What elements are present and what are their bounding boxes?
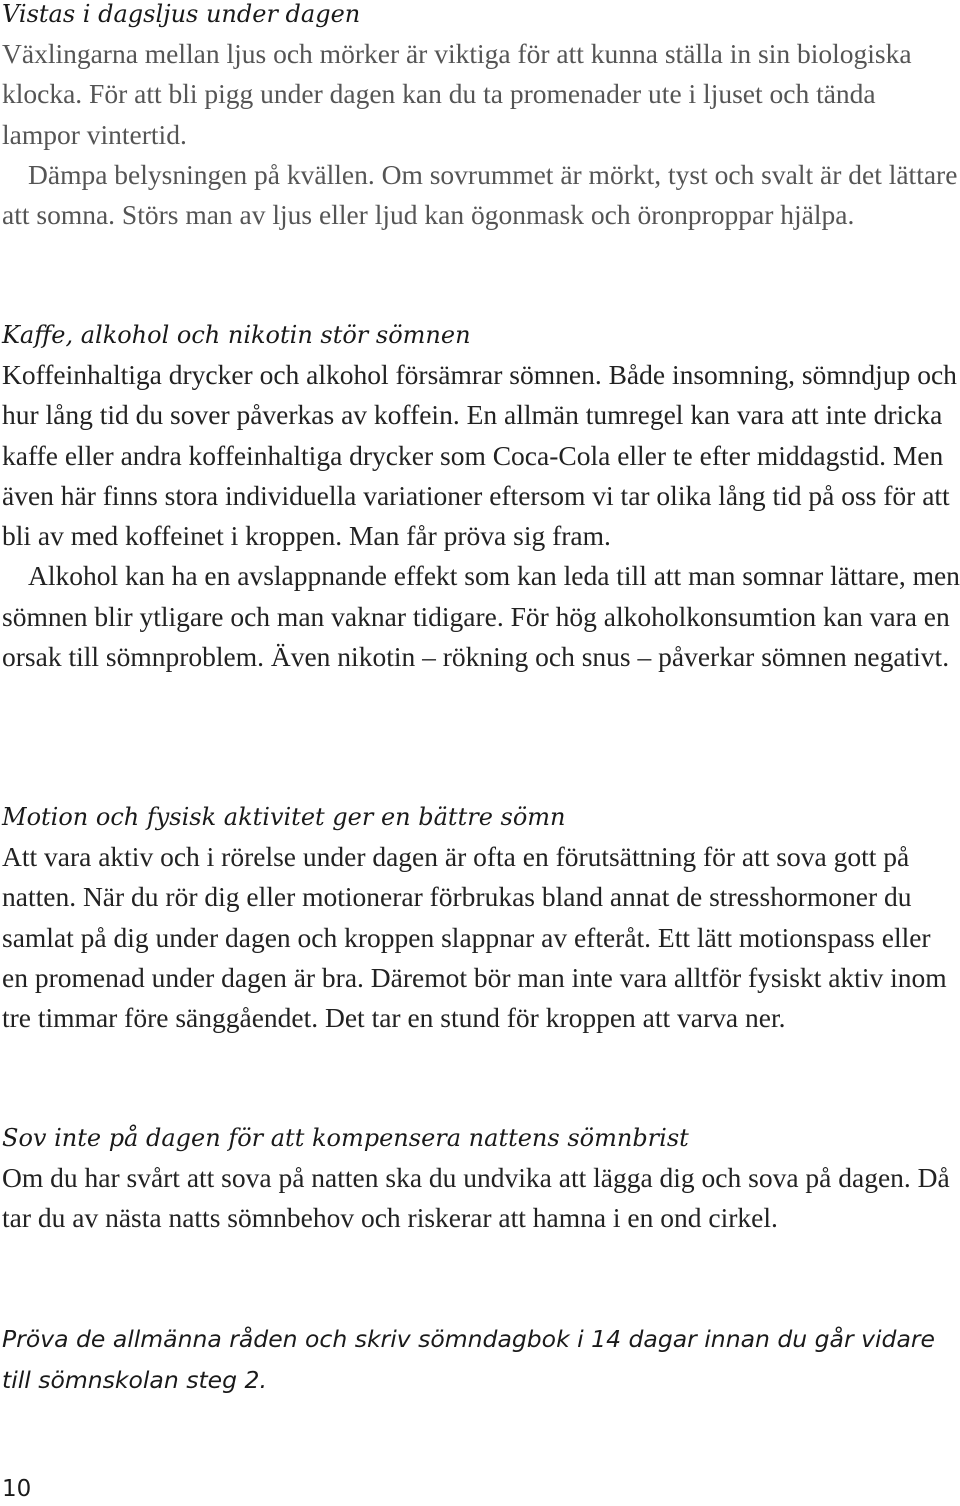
- paragraph: Koffeinhaltiga drycker och alkohol försämrar sömnen. Både insomning, sömndjup och hur lång tid du sover påverkas av koffein. En allmän tumregel kan vara att inte dricka kaffe eller andra koffeinhaltiga drycker som Coca-Cola eller te efter middagstid. Men även här finns stora individuella variationer eftersom vi tar olika lång tid på oss för att bli av med koffeinet i kroppen. Man får pröva sig fram.: [2, 359, 957, 552]
- paragraph: Dämpa belysningen på kvällen. Om sovrummet är mörkt, tyst och svalt är det lättare att somna. Störs man av ljus eller ljud kan ögonmask och öronproppar hjälpa.: [2, 158, 958, 231]
- paragraph: Växlingarna mellan ljus och mörker är viktiga för att kunna ställa in sin biologiska klocka. För att bli pigg under dagen kan du ta promenader ute i ljuset och tända lampor vintertid.: [2, 38, 912, 150]
- paragraph: Alkohol kan ha en avslappnande effekt som kan leda till att man somnar lättare, men sömnen blir ytligare och man vaknar tidigare. För hög alkoholkonsumtion kan vara en orsak till sömnproblem. Även nikotin – rökning och snus – påverkar sömnen negativt.: [2, 560, 960, 673]
- paragraph: Om du har svårt att sova på natten ska du undvika att lägga dig och sova på dagen. Då tar du av nästa natts sömnbehov och riskerar att hamna i en ond cirkel.: [2, 1162, 950, 1234]
- page-number: 10: [2, 1476, 32, 1502]
- section-daytime-nap: [2, 1118, 960, 1239]
- paragraph: Att vara aktiv och i rörelse under dagen är ofta en förutsättning för att sova gott på natten. När du rör dig eller motionerar förbrukas bland annat de stresshormoner du samlat på dig under dagen och kroppen slappnar av efteråt. Ett lätt motionspass eller en promenad under dagen är bra. Däremot bör man inte vara alltför fysiskt aktiv inom tre timmar före sänggåendet. Det tar en stund för kroppen att varva ner.: [2, 841, 947, 1034]
- section-heading: Kaffe, alkohol och nikotin stör sömnen: [2, 321, 471, 349]
- section-daylight: [2, 0, 960, 235]
- section-heading: Vistas i dagsljus under dagen: [2, 0, 361, 28]
- section-exercise: [2, 797, 960, 1038]
- closing-note: Pröva de allmänna råden och skriv sömndagbok i 14 dagar innan du går vidare till sömnskolan steg 2.: [2, 1325, 935, 1394]
- section-heading: Sov inte på dagen för att kompensera nattens sömnbrist: [2, 1124, 689, 1152]
- section-heading: Motion och fysisk aktivitet ger en bättre sömn: [2, 803, 566, 831]
- section-caffeine-alcohol-nicotine: [2, 315, 960, 677]
